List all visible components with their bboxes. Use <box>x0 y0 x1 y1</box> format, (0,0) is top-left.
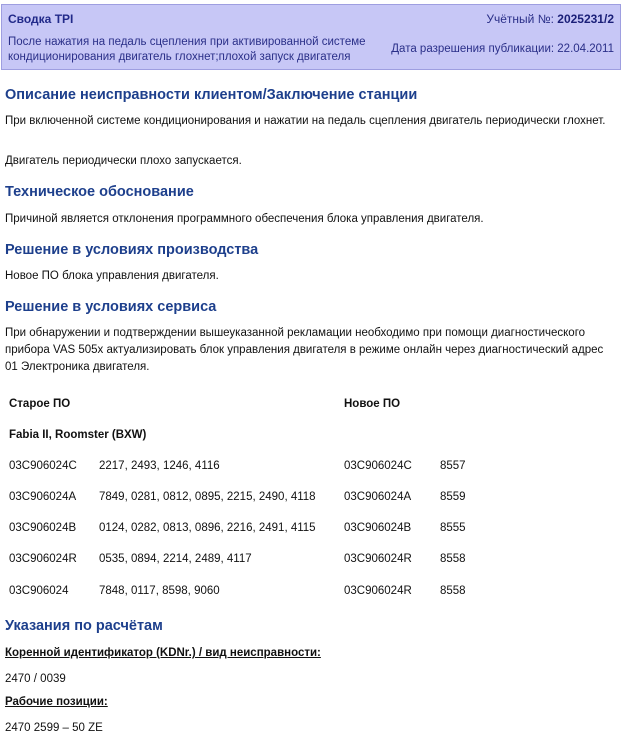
old-versions: 0535, 0894, 2214, 2489, 4117 <box>99 553 252 565</box>
new-part-number: 03C906024R <box>344 585 412 597</box>
old-versions: 0124, 0282, 0813, 0896, 2216, 2491, 4115 <box>99 522 316 534</box>
header-description: После нажатия на педаль сцепления при активированной системе кондиционирования двигатель глохнет;плохой запуск двигателя <box>8 36 366 63</box>
new-part-number: 03C906024B <box>344 522 412 534</box>
complaint-text-2: Двигатель периодически плохо запускается. <box>5 155 242 167</box>
summary-header <box>1 4 621 70</box>
old-part-number: 03C906024A <box>9 491 77 503</box>
production-heading: Решение в условиях производства <box>5 242 259 258</box>
vehicle-group: Fabia II, Roomster (BXW) <box>9 429 147 441</box>
new-version: 8558 <box>440 553 466 565</box>
old-part-number: 03C906024C <box>9 460 77 472</box>
technical-heading: Техническое обоснование <box>5 184 194 200</box>
production-text: Новое ПО блока управления двигателя. <box>5 270 219 282</box>
old-part-number: 03C906024 <box>9 585 69 597</box>
old-part-number: 03C906024R <box>9 553 77 565</box>
new-version: 8557 <box>440 460 466 472</box>
old-versions: 7848, 0117, 8598, 9060 <box>99 585 220 597</box>
old-versions: 7849, 0281, 0812, 0895, 2215, 2490, 4118 <box>99 491 316 503</box>
account-value: 2025231/2 <box>557 12 614 26</box>
old-part-number: 03C906024B <box>9 522 77 534</box>
kdnr-value: 2470 / 0039 <box>5 673 66 685</box>
header-title: Сводка TPI <box>8 12 74 26</box>
old-software-header: Старое ПО <box>9 398 71 410</box>
publication-date: Дата разрешения публикации: 22.04.2011 <box>391 43 614 55</box>
new-software-header: Новое ПО <box>344 398 401 410</box>
technical-text: Причиной является отклонения программного обеспечения блока управления двигателя. <box>5 213 484 225</box>
service-text: При обнаружении и подтверждении вышеуказанной рекламации необходимо при помощи диагностического прибора VAS 505x актуализировать блок управления двигателя в режиме онлайн через диагностический адрес 01 Электроника двигателя. <box>5 327 604 373</box>
billing-heading: Указания по расчётам <box>5 618 163 634</box>
new-part-number: 03C906024C <box>344 460 412 472</box>
service-heading: Решение в условиях сервиса <box>5 299 217 315</box>
complaint-heading: Описание неисправности клиентом/Заключение станции <box>5 87 418 103</box>
complaint-text-1: При включенной системе кондиционирования и нажатии на педаль сцепления двигатель периодически глохнет. <box>5 115 606 127</box>
positions-label: Рабочие позиции: <box>5 696 108 708</box>
kdnr-label: Коренной идентификатор (KDNr.) / вид неисправности: <box>5 647 321 659</box>
old-versions: 2217, 2493, 1246, 4116 <box>99 460 220 472</box>
new-part-number: 03C906024R <box>344 553 412 565</box>
account-number <box>486 12 614 26</box>
positions-value: 2470 2599 – 50 ZE <box>5 722 103 734</box>
account-label: Учётный №: <box>486 12 554 26</box>
new-part-number: 03C906024A <box>344 491 412 503</box>
new-version: 8555 <box>440 522 466 534</box>
new-version: 8559 <box>440 491 466 503</box>
new-version: 8558 <box>440 585 466 597</box>
